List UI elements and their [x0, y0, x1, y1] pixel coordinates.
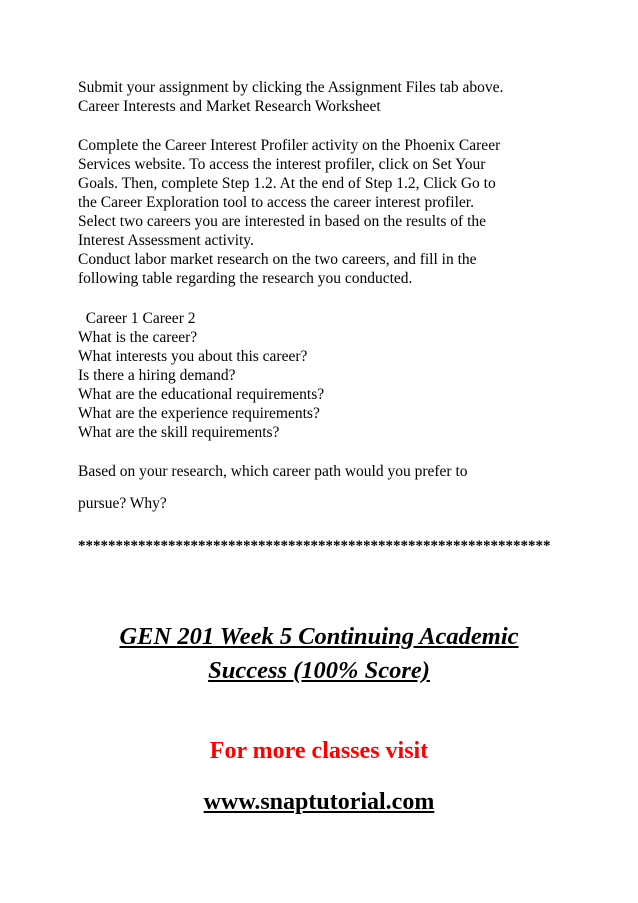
course-heading-line1: GEN 201 Week 5 Continuing Academic	[119, 623, 519, 650]
paragraph-line: Complete the Career Interest Profiler activity on the Phoenix Career	[78, 137, 501, 154]
paragraph-line: Select two careers you are interested in based on the results of the	[78, 213, 487, 230]
paragraph-line: the Career Exploration tool to access the career interest profiler.	[78, 194, 474, 211]
instruction-submit: Submit your assignment by clicking the Assignment Files tab above.	[78, 79, 504, 96]
paragraph-line: Interest Assessment activity.	[78, 232, 254, 249]
table-row-label: What are the experience requirements?	[78, 405, 320, 422]
table-row-label: What are the skill requirements?	[78, 424, 280, 441]
paragraph-line: Goals. Then, complete Step 1.2. At the end of Step 1.2, Click Go to	[78, 175, 496, 192]
promo-link[interactable]: www.snaptutorial.com	[203, 789, 435, 815]
table-row-label: Is there a hiring demand?	[78, 367, 236, 384]
question-line: Based on your research, which career path would you prefer to	[78, 463, 468, 480]
paragraph-line: Services website. To access the interest profiler, click on Set Your	[78, 156, 486, 173]
separator-stars: ***************************************************************	[78, 538, 551, 554]
paragraph-line: Conduct labor market research on the two careers, and fill in the	[78, 251, 477, 268]
paragraph-line: following table regarding the research you conducted.	[78, 270, 413, 287]
worksheet-title: Career Interests and Market Research Worksheet	[78, 98, 381, 115]
table-row-label: What interests you about this career?	[78, 348, 308, 365]
table-row-label: What is the career?	[78, 329, 198, 346]
table-header: Career 1 Career 2	[78, 310, 196, 327]
promo-text: For more classes visit	[209, 738, 429, 764]
course-heading-line2: Success (100% Score)	[208, 657, 430, 684]
table-row-label: What are the educational requirements?	[78, 386, 325, 403]
question-line: pursue? Why?	[78, 495, 167, 512]
